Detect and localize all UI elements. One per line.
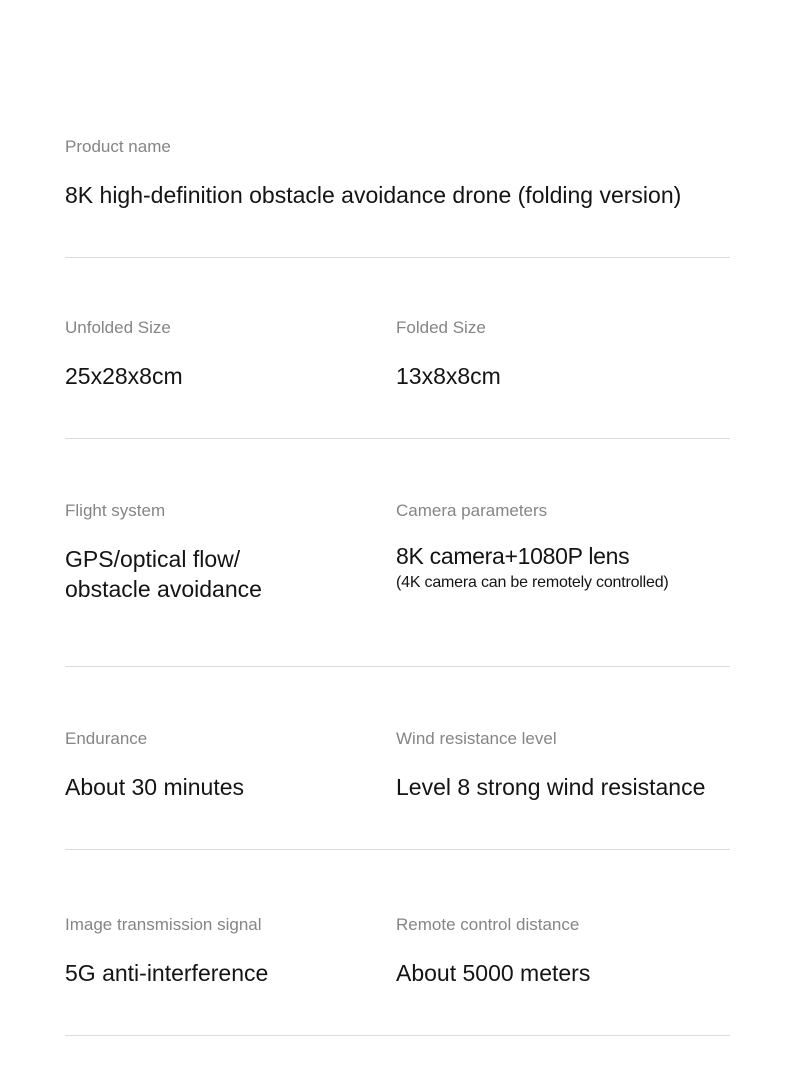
wind-resistance-label: Wind resistance level <box>396 729 557 748</box>
unfolded-size-label: Unfolded Size <box>65 318 171 337</box>
endurance-label: Endurance <box>65 729 148 748</box>
divider <box>65 438 730 439</box>
divider <box>65 666 730 667</box>
folded-size-value: 13x8x8cm <box>396 363 501 389</box>
flight-system-value-line1: GPS/optical flow/ <box>65 546 241 572</box>
product-name-label: Product name <box>65 137 171 156</box>
remote-distance-value: About 5000 meters <box>396 960 591 986</box>
camera-parameters-note: (4K camera can be remotely controlled) <box>396 574 669 591</box>
flight-system-value-line2: obstacle avoidance <box>65 576 262 602</box>
camera-parameters-label: Camera parameters <box>396 501 548 520</box>
wind-resistance-value: Level 8 strong wind resistance <box>396 774 706 800</box>
folded-size-label: Folded Size <box>396 318 486 337</box>
divider <box>65 1035 730 1036</box>
unfolded-size-value: 25x28x8cm <box>65 363 183 389</box>
endurance-value: About 30 minutes <box>65 774 245 800</box>
divider <box>65 257 730 258</box>
divider <box>65 849 730 850</box>
image-transmission-value: 5G anti-interference <box>65 960 269 986</box>
remote-distance-label: Remote control distance <box>396 915 580 934</box>
image-transmission-label: Image transmission signal <box>65 915 262 934</box>
camera-parameters-value: 8K camera+1080P lens <box>396 543 630 569</box>
flight-system-label: Flight system <box>65 501 166 520</box>
product-name-value: 8K high-definition obstacle avoidance drone (folding version) <box>65 182 682 208</box>
